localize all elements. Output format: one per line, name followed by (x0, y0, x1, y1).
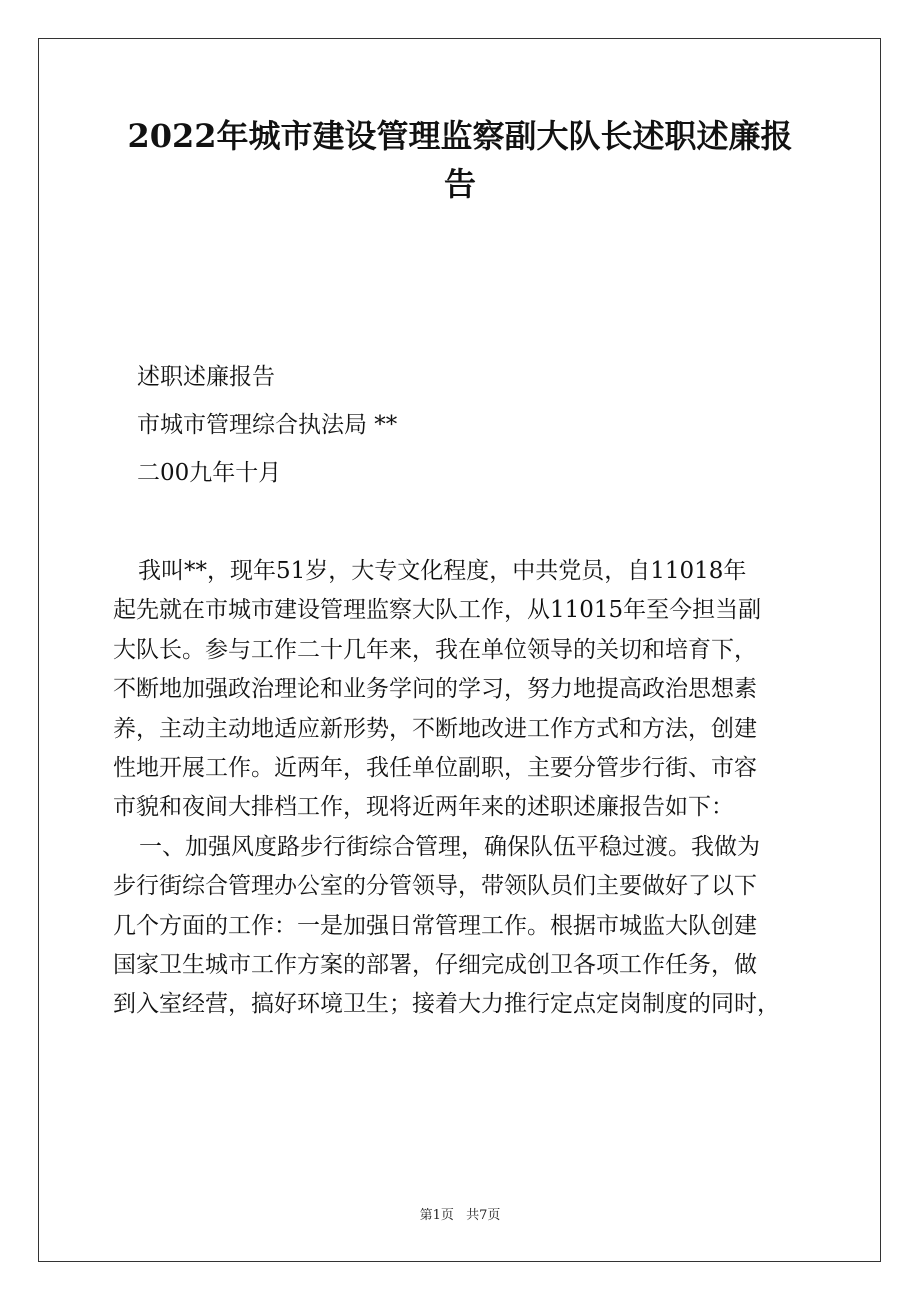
body-line: 一、加强风度路步行街综合管理，确保队伍平稳过渡。我做为 (139, 833, 760, 860)
body-line: 起先就在市城市建设管理监察大队工作，从11015年至今担当副 (113, 597, 762, 624)
title-line-2: 告 (443, 165, 476, 203)
document-title (95, 112, 825, 208)
body-line: 不断地加强政治理论和业务学问的学习，努力地提高政治思想素 (113, 676, 757, 703)
page-footer (0, 1207, 920, 1225)
body-line: 国家卫生城市工作方案的部署，仔细完成创卫各项工作任务，做 (113, 951, 757, 978)
page-number: 第1页 (419, 1208, 454, 1223)
report-body (113, 552, 813, 1025)
body-line: 市貌和夜间大排档工作，现将近两年来的述职述廉报告如下： (113, 794, 734, 821)
author-line: 市城市管理综合执法局 ** (137, 412, 398, 438)
body-line: 步行街综合管理办公室的分管领导，带领队员们主要做好了以下 (113, 873, 757, 900)
total-pages: 共7页 (466, 1208, 501, 1223)
body-line: 养，主动主动地适应新形势，不断地改进工作方式和方法，创建 (113, 715, 757, 742)
body-line: 性地开展工作。近两年，我任单位副职，主要分管步行街、市容 (113, 754, 757, 781)
report-type: 述职述廉报告 (137, 364, 275, 390)
title-line-1: 2022年城市建设管理监察副大队长述职述廉报 (127, 117, 793, 155)
body-line: 几个方面的工作：一是加强日常管理工作。根据市城监大队创建 (113, 912, 757, 939)
body-line: 到入室经营，搞好环境卫生；接着大力推行定点定岗制度的同时， (113, 991, 780, 1018)
body-line: 大队长。参与工作二十几年来，我在单位领导的关切和培育下， (113, 636, 757, 663)
body-line: 我叫**，现年51岁，大专文化程度，中共党员，自11018年 (115, 558, 747, 584)
date-line: 二00九年十月 (137, 460, 282, 486)
